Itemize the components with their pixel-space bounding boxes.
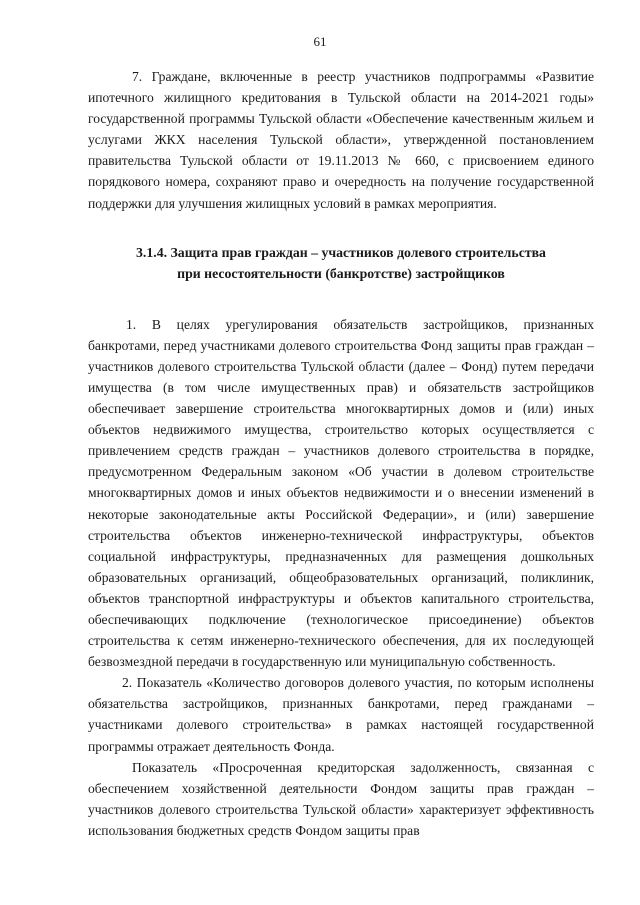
document-body: [88, 66, 594, 841]
paragraph-3: Показатель «Просроченная кредиторская задолженность, связанная с обеспечением хозяйственной деятельности Фондом защиты прав граждан – участников долевого строительства Тульской области» характеризует эффективность использования бюджетных средств Фондом защиты прав: [88, 759, 594, 838]
paragraph-2: 2. Показатель «Количество договоров долевого участия, по которым исполнены обязательства застройщиков, признанных банкротами, перед гражданами – участниками долевого строительства» в рамках настоящей государственной программы отражает деятельность Фонда.: [88, 675, 594, 754]
page-number: 61: [313, 34, 327, 49]
paragraph-7: 7. Граждане, включенные в реестр участников подпрограммы «Развитие ипотечного жилищного кредитования в Тульской области на 2014-2021 годы» государственной программы Тульской области «Обеспечение качественным жильем и услугами ЖКХ населения Тульской области», утвержденной постановлением правительства Тульской области от 19.11.2013 № 660, с присвоением единого порядкового номера, сохраняют право и очередность на получение государственной поддержки для улучшения жилищных условий в рамках мероприятия.: [88, 69, 594, 211]
paragraph-1: 1. В целях урегулирования обязательств застройщиков, признанных банкротами, перед участниками долевого строительства Фонд защиты прав граждан – участников долевого строительства Тульской области (далее – Фонд) путем передачи имущества (в том числе имущественных прав) и обязательств застройщиков обеспечивает завершение строительства многоквартирных домов и (или) иных объектов недвижимого имущества, строительство которых осуществляется с привлечением средств граждан – участников долевого строительства в порядке, предусмотренном Федеральным законом «Об участии в долевом строительстве многоквартирных домов и иных объектов недвижимости и о внесении изменений в некоторые законодательные акты Российской Федерации», и (или) завершение строительства объектов инженерно-технической инфраструктуры, объектов социальной инфраструктуры, предназначенных для размещения дошкольных образовательных организаций, общеобразовательных организаций, поликлиник, объектов транспортной инфраструктуры и объектов капитального строительства, обеспечивающих подключение (технологическое присоединение) объектов строительства к сетям инженерно-технического обеспечения, для их последующей безвозмездной передачи в государственную или муниципальную собственность.: [88, 316, 594, 670]
section-heading-line-1: 3.1.4. Защита прав граждан – участников долевого строительства: [136, 244, 546, 260]
section-heading-line-2: при несостоятельности (банкротстве) застройщиков: [177, 265, 505, 281]
section-heading: [88, 242, 594, 284]
